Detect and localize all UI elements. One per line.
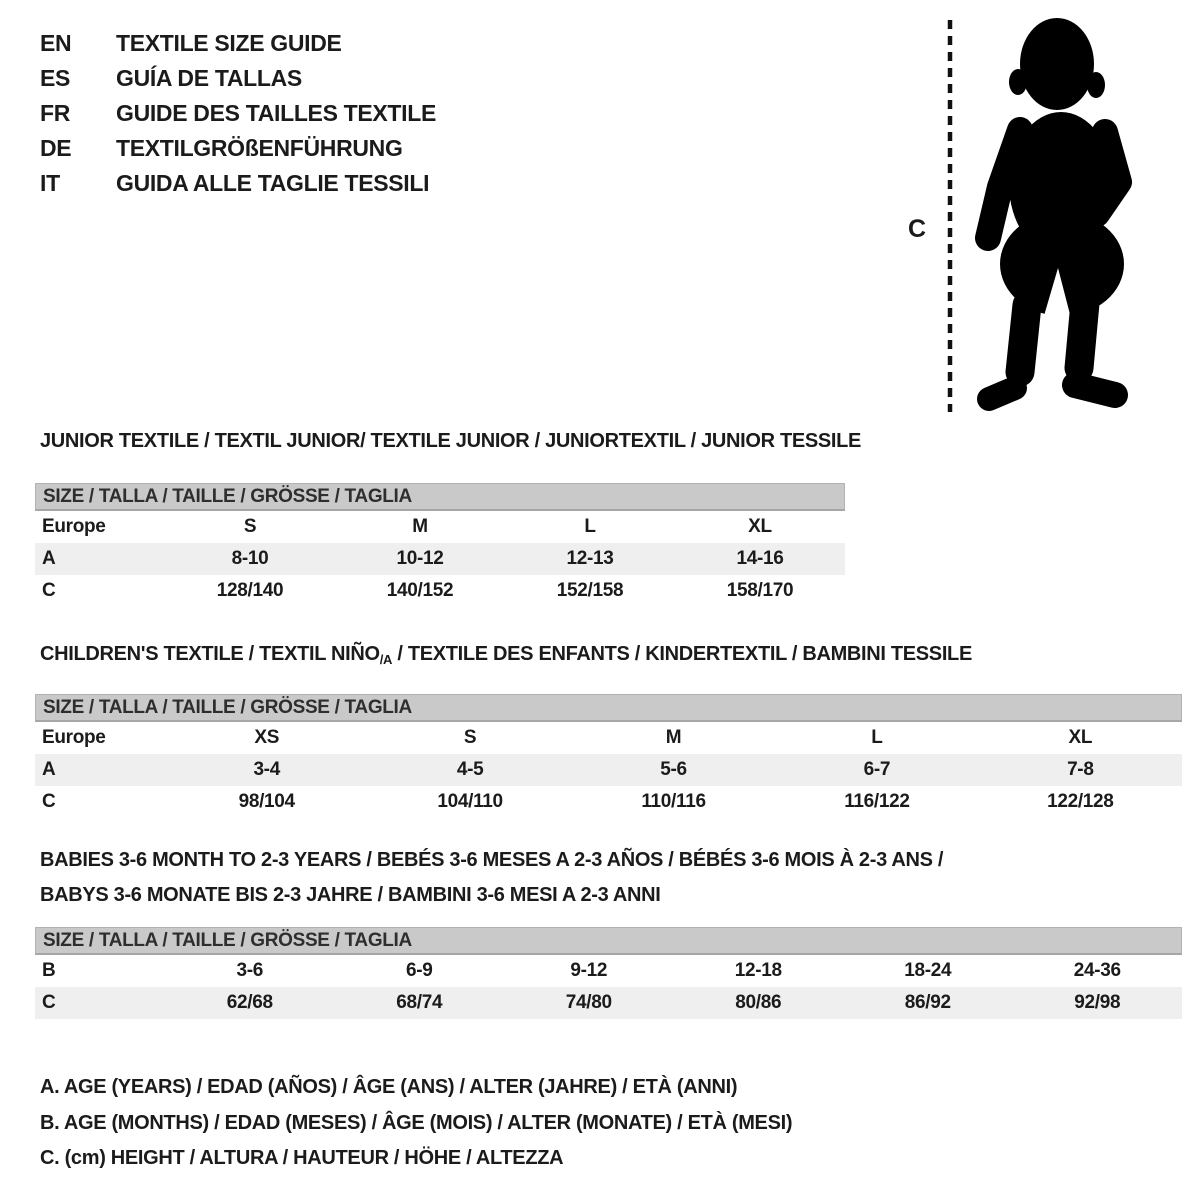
size-table-header: SIZE / TALLA / TAILLE / GRÖSSE / TAGLIA: [35, 927, 1182, 955]
section-title-babies: [40, 843, 943, 913]
language-title-list: [40, 26, 436, 201]
size-cell: S: [243, 516, 257, 537]
language-title: TEXTILGRÖßENFÜHRUNG: [116, 135, 403, 161]
height-cell: 68/74: [396, 992, 443, 1013]
months-cell: 6-9: [405, 960, 433, 981]
size-table-header: SIZE / TALLA / TAILLE / GRÖSSE / TAGLIA: [35, 694, 1182, 722]
row-label: A: [42, 759, 56, 780]
size-cell: S: [463, 727, 477, 748]
section-title-junior: JUNIOR TEXTILE / TEXTIL JUNIOR/ TEXTILE JUNIOR / JUNIORTEXTIL / JUNIOR TESSILE: [40, 430, 862, 452]
height-cell: 92/98: [1074, 992, 1121, 1013]
children-size-table: [35, 694, 1182, 818]
height-cell: 62/68: [226, 992, 273, 1013]
table-row-age: [35, 754, 1182, 786]
row-label: A: [42, 548, 56, 569]
height-cell: 74/80: [565, 992, 612, 1013]
table-row-age: [35, 543, 845, 575]
size-table-header: SIZE / TALLA / TAILLE / GRÖSSE / TAGLIA: [35, 483, 845, 511]
table-row-height: [35, 786, 1182, 818]
age-cell: 7-8: [1067, 759, 1094, 780]
row-label: C: [42, 580, 56, 601]
height-cell: 140/152: [386, 580, 454, 601]
language-code: IT: [40, 170, 60, 196]
section-title-children: [40, 643, 972, 666]
months-cell: 9-12: [570, 960, 608, 981]
babies-size-table: [35, 927, 1182, 1019]
row-label: C: [42, 791, 56, 812]
size-cell: L: [871, 727, 883, 748]
language-title: TEXTILE SIZE GUIDE: [116, 30, 342, 56]
height-cell: 152/158: [556, 580, 624, 601]
language-row-es: [40, 61, 436, 96]
language-title: GUIDA ALLE TAGLIE TESSILI: [116, 170, 430, 196]
legend-line-b: B. AGE (MONTHS) / EDAD (MESES) / ÂGE (MOIS) / ALTER (MONATE) / ETÀ (MESI): [40, 1111, 793, 1134]
section-title-part: CHILDREN'S TEXTILE / TEXTIL NIÑO: [40, 643, 380, 665]
age-cell: 14-16: [736, 548, 784, 569]
table-row-months: [35, 955, 1182, 987]
language-code: FR: [40, 100, 71, 126]
table-row-europe: [35, 511, 845, 543]
baby-silhouette: [988, 18, 1124, 399]
language-row-it: [40, 166, 436, 201]
row-label: Europe: [42, 727, 106, 748]
height-cell: 86/92: [904, 992, 951, 1013]
size-cell: XL: [1068, 727, 1093, 748]
age-cell: 12-13: [566, 548, 614, 569]
height-cell: 104/110: [437, 791, 503, 812]
age-cell: 8-10: [231, 548, 269, 569]
baby-silhouette-figure: [930, 12, 1145, 417]
row-label: C: [42, 992, 56, 1013]
height-cell: 158/170: [726, 580, 794, 601]
language-code: ES: [40, 65, 71, 91]
section-title-line: BABIES 3-6 MONTH TO 2-3 YEARS / BEBÉS 3-6 MESES A 2-3 AÑOS / BÉBÉS 3-6 MOIS À 2-3 ANS /: [40, 849, 944, 871]
language-row-de: [40, 131, 436, 166]
table-row-height: [35, 575, 845, 607]
legend-line-a: A. AGE (YEARS) / EDAD (AÑOS) / ÂGE (ANS) / ALTER (JAHRE) / ETÀ (ANNI): [40, 1076, 738, 1098]
months-cell: 12-18: [734, 960, 782, 981]
size-cell: XS: [254, 727, 280, 748]
age-cell: 5-6: [660, 759, 687, 780]
size-cell: L: [584, 516, 596, 537]
age-cell: 4-5: [456, 759, 484, 780]
age-cell: 3-4: [253, 759, 280, 780]
measure-label-c: C: [908, 215, 926, 243]
size-cell: XL: [748, 516, 772, 537]
language-row-en: [40, 26, 436, 61]
legend-line-c: C. (cm) HEIGHT / ALTURA / HAUTEUR / HÖHE / ALTEZZA: [40, 1147, 564, 1169]
height-cell: 116/122: [844, 791, 910, 812]
size-cell: M: [665, 727, 682, 748]
height-cell: 122/128: [1047, 791, 1114, 812]
language-code: EN: [40, 30, 72, 56]
height-cell: 110/116: [641, 791, 706, 812]
section-title-part: / TEXTILE DES ENFANTS / KINDERTEXTIL / BAMBINI TESSILE: [392, 643, 972, 665]
table-row-height: [35, 987, 1182, 1019]
junior-size-table: [35, 483, 845, 607]
section-title-line: BABYS 3-6 MONATE BIS 2-3 JAHRE / BAMBINI 3-6 MESI A 2-3 ANNI: [40, 884, 661, 906]
language-row-fr: [40, 96, 436, 131]
height-cell: 98/104: [238, 791, 295, 812]
months-cell: 24-36: [1073, 960, 1121, 981]
table-row-europe: [35, 722, 1182, 754]
months-cell: 18-24: [904, 960, 952, 981]
size-cell: M: [412, 516, 428, 537]
row-label: B: [42, 960, 56, 981]
row-label: Europe: [42, 516, 106, 537]
language-title: GUIDE DES TAILLES TEXTILE: [116, 100, 436, 126]
height-cell: 128/140: [216, 580, 284, 601]
age-cell: 10-12: [396, 548, 444, 569]
height-cell: 80/86: [735, 992, 782, 1013]
section-title-subscript: /A: [379, 652, 393, 667]
measurement-legend: [40, 1070, 792, 1177]
language-title: GUÍA DE TALLAS: [116, 65, 302, 91]
age-cell: 6-7: [863, 759, 891, 780]
language-code: DE: [40, 135, 72, 161]
months-cell: 3-6: [236, 960, 263, 981]
